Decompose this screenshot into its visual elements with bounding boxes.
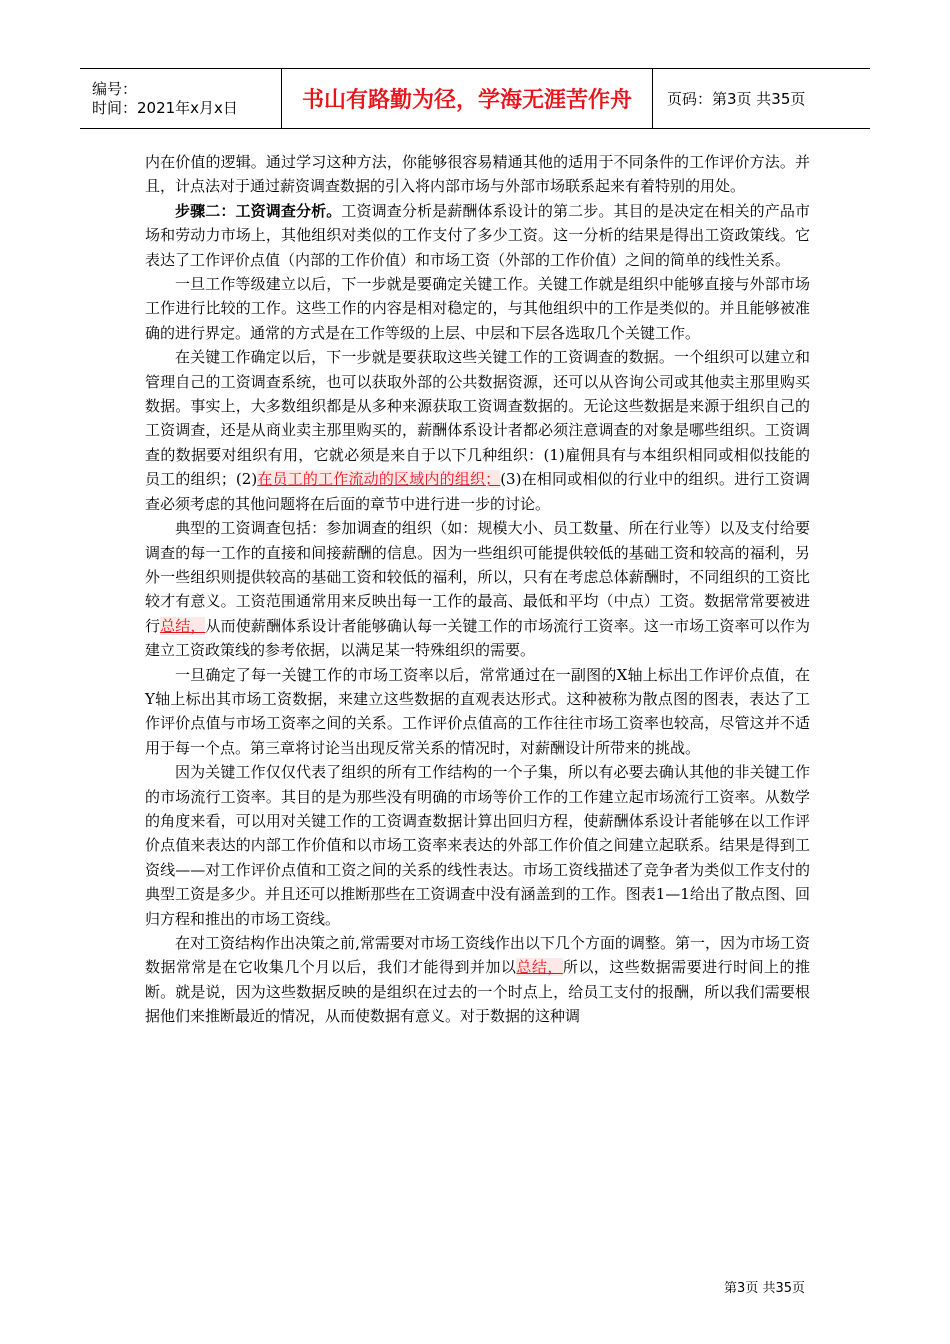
paragraph-8 [145, 931, 810, 1029]
paragraph-6: 一旦确定了每一关键工作的市场工资率以后，常常通过在一副图的X轴上标出工作评价点值，在Y轴上标出其市场工资数据，来建立这些数据的直观表达形式。这种被称为散点图的图表，表达了工作评价点值与市场工资率之间的关系。工作评价点值高的工作往往市场工资率也较高，尽管这并不适用于每一个点。第三章将讨论当出现反常关系的情况时，对薪酬设计所带来的挑战。 [145, 665, 810, 757]
paragraph-7: 因为关键工作仅仅代表了组织的所有工作结构的一个子集，所以有必要去确认其他的非关键工作的市场流行工资率。其目的是为那些没有明确的市场等价工作的工作建立起市场流行工资率。从数学的角度来看，可以用对关键工作的工资调查数据计算出回归方程，使薪酬体系设计者能够在以工作评价点值来表达的内部工作价值和以市场工资率来表达的外部工作价值之间建立起联系。结果是得到工资线——对工作评价点值和工资之间的关系的线性表达。市场工资线描述了竞争者为类似工作支付的典型工资是多少。并且还可以推断那些在工资调查中没有涵盖到的工作。图表1—1给出了散点图、回归方程和推出的市场工资线。 [145, 763, 810, 928]
header-motto [282, 69, 653, 128]
document-body [145, 150, 810, 1029]
step-two-heading: 步骤二：工资调查分析。 [175, 201, 342, 220]
highlighted-phrase: 总结， [160, 616, 206, 635]
document-date-label: 时间：2021年x月x日 [92, 98, 238, 117]
document-number-label: 编号： [92, 79, 138, 98]
paragraph-1: 内在价值的逻辑。通过学习这种方法，你能够很容易精通其他的适用于不同条件的工作评价方法。并且，计点法对于通过薪资调查数据的引入将内部市场与外部市场联系起来有着特别的用处。 [145, 153, 810, 196]
paragraph-8-text-a: 在对工资结构作出决策之前,常需要对市场工资线作出以下几个方面的调整。第一，因为市场工资数据常常是在它收集几个月以后，我们才能得到并加以 [145, 934, 810, 977]
paragraph-2-text: 工资调查分析是薪酬体系设计的第二步。其目的是决定在相关的产品市场和劳动力市场上，其他组织对类似的工作支付了多少工资。这一分析的结果是得出工资政策线。它表达了工作评价点值（内部的工作价值）和市场工资（外部的工作价值）之间的简单的线性关系。 [145, 201, 810, 269]
paragraph-4 [145, 345, 810, 516]
paragraph-5-text-b: 从而使薪酬体系设计者能够确认每一关键工作的市场流行工资率。这一市场工资率可以作为建立工资政策线的参考依据，以满足某一特殊组织的需要。 [145, 616, 810, 660]
footer-page-number: 第3页 共35页 [724, 1281, 805, 1296]
highlighted-phrase: 总结， [516, 958, 563, 977]
header-page-number [653, 69, 870, 128]
page-number-text: 页码：第3页 共35页 [667, 90, 806, 108]
highlighted-phrase: 在员工的工作流动的区域内的组织； [257, 470, 501, 489]
paragraph-4-text-b: (3)在相同或相似的行业中的组织。进行工资调查必须考虑的其他问题将在后面的章节中进行进一步的讨论。 [145, 470, 810, 513]
paragraph-5 [145, 516, 810, 662]
paragraph-4-text-a: 在关键工作确定以后，下一步就是要获取这些关键工作的工资调查的数据。一个组织可以建立和管理自己的工资调查系统，也可以获取外部的公共数据资源，还可以从咨询公司或其他卖主那里购买数据。事实上，大多数组织都是从多种来源获取工资调查数据的。无论这些数据是来源于组织自己的工资调查，还是从商业卖主那里购买的，薪酬体系设计者都必须注意调查的对象是哪些组织。工资调查的数据要对组织有用，它就必须是来自于以下几种组织：(1)雇佣具有与本组织相同或相似技能的员工的组织；(2) [145, 348, 810, 489]
page-header [80, 68, 870, 129]
paragraph-5-text-a: 典型的工资调查包括：参加调查的组织（如：规模大小、员工数量、所在行业等）以及支付给要调查的每一工作的直接和间接薪酬的信息。因为一些组织可能提供较低的基础工资和较高的福利，另外一些组织则提供较高的基础工资和较低的福利，所以，只有在考虑总体薪酬时，不同组织的工资比较才有意义。工资范围通常用来反映出每一工作的最高、最低和平均（中点）工资。数据常常要被进行 [145, 519, 810, 635]
motto-text: 书山有路勤为径，学海无涯苦作舟 [301, 88, 632, 113]
header-meta [80, 69, 282, 128]
paragraph-8-text-b: 所以，这些数据需要进行时间上的推断。就是说，因为这些数据反映的是组织在过去的一个时点上，给员工支付的报酬，所以我们需要根据他们来推断最近的情况，从而使数据有意义。对于数据的这种调 [145, 958, 810, 1026]
paragraph-2 [145, 199, 810, 272]
page-footer [724, 1277, 805, 1296]
paragraph-3: 一旦工作等级建立以后，下一步就是要确定关键工作。关键工作就是组织中能够直接与外部市场工作进行比较的工作。这些工作的内容是相对稳定的，与其他组织中的工作是类似的。并且能够被准确的进行界定。通常的方式是在工作等级的上层、中层和下层各选取几个关键工作。 [145, 275, 810, 342]
